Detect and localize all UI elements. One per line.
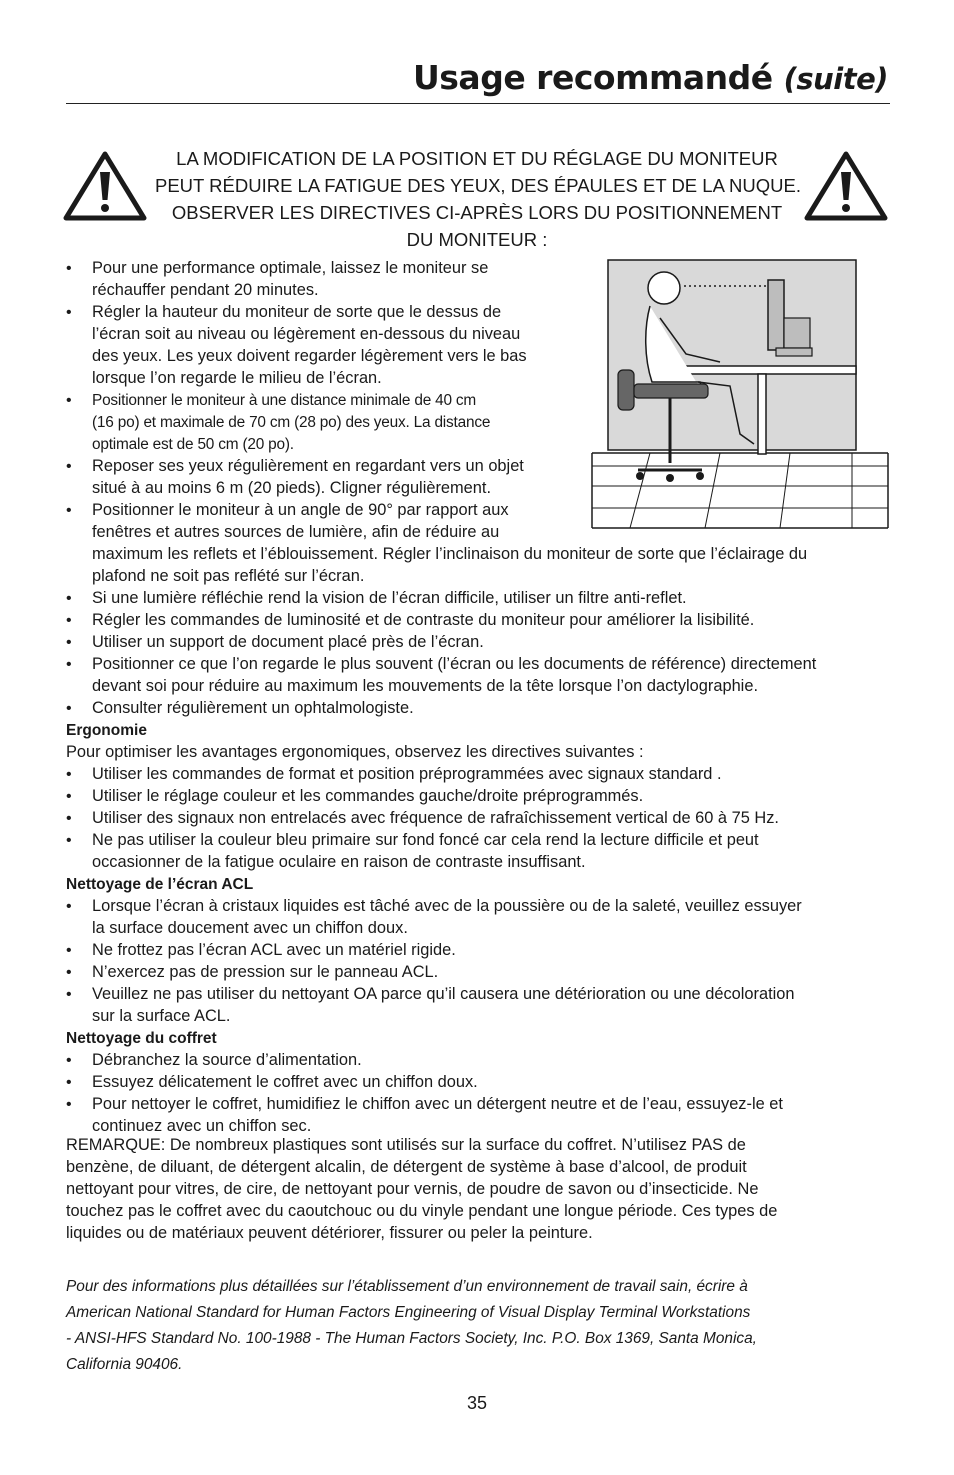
list-item-line: Consulter régulièrement un ophtalmologiste. (92, 699, 414, 717)
page-number: 35 (466, 1393, 488, 1413)
list-item-line: optimale est de 50 cm (20 po). (92, 436, 294, 453)
bullet: • (66, 1096, 72, 1113)
list-item-line: Pour nettoyer le coffret, humidifiez le chiffon avec un détergent neutre et de l’eau, essuyez-le et (92, 1095, 783, 1113)
section-heading-nettoyage-coffret: Nettoyage du coffret (66, 1030, 217, 1047)
list-item-line: Ne frottez pas l’écran ACL avec un matériel rigide. (92, 941, 456, 959)
bullet: • (66, 392, 72, 409)
list-item-line: devant soi pour réduire au maximum les mouvements de la tête lorsque l’on dactylographie. (92, 677, 758, 695)
list-item-line: situé à au moins 6 m (20 pieds). Cligner régulièrement. (92, 479, 492, 497)
list-item-line: Lorsque l’écran à cristaux liquides est tâché avec de la poussière ou de la saleté, veuillez essuyer (92, 897, 802, 915)
bullet: • (66, 942, 72, 959)
bullet: • (66, 590, 72, 607)
footer-line: Pour des informations plus détaillées sur l’établissement d’un environnement de travail sain, écrire à (66, 1278, 748, 1295)
bullet: • (66, 832, 72, 849)
warning-line: PEUT RÉDUIRE LA FATIGUE DES YEUX, DES ÉPAULES ET DE LA NUQUE. (155, 175, 801, 196)
section-intro: Pour optimiser les avantages ergonomiques, observez les directives suivantes : (66, 743, 644, 761)
ergonomic-posture-figure (590, 258, 890, 530)
remarque-paragraph (66, 1134, 896, 1244)
bullet: • (66, 502, 72, 519)
list-item-line: N’exercez pas de pression sur le panneau ACL. (92, 963, 439, 981)
list-item-line: Positionner ce que l’on regarde le plus souvent (l’écran ou les documents de référence) directement (92, 655, 817, 673)
list-item-line: plafond ne soit pas reflété sur l’écran. (92, 567, 365, 585)
warning-line: LA MODIFICATION DE LA POSITION ET DU RÉGLAGE DU MONITEUR (176, 148, 778, 169)
bullet: • (66, 1052, 72, 1069)
list-item-line: Positionner le moniteur à un angle de 90° par rapport aux (92, 501, 509, 519)
list-item-line: fenêtres et autres sources de lumière, afin de réduire au (92, 523, 500, 541)
footer-line: - ANSI-HFS Standard No. 100-1988 - The Human Factors Society, Inc. P.O. Box 1369, Santa Monica, (66, 1330, 757, 1347)
section-heading-nettoyage-ecran: Nettoyage de l’écran ACL (66, 876, 254, 893)
list-item-line: Si une lumière réfléchie rend la vision de l’écran difficile, utiliser un filtre anti-reflet. (92, 589, 687, 607)
page-title (413, 58, 888, 97)
list-item-line: Utiliser un support de document placé près de l’écran. (92, 633, 484, 651)
title-rule (66, 103, 890, 104)
bullet: • (66, 304, 72, 321)
list-item-line: continuez avec un chiffon sec. (92, 1117, 312, 1135)
bullet: • (66, 810, 72, 827)
footer-line: American National Standard for Human Factors Engineering of Visual Display Terminal Workstations (66, 1304, 751, 1321)
bullet: • (66, 656, 72, 673)
paragraph-line: liquides ou de matériaux peuvent détériorer, fissurer ou peler la peinture. (66, 1224, 593, 1242)
bullet: • (66, 898, 72, 915)
list-item-line: Utiliser des signaux non entrelacés avec fréquence de rafraîchissement vertical de 60 à 75 Hz. (92, 809, 779, 827)
section-heading-ergonomie: Ergonomie (66, 722, 147, 739)
list-item-line: lorsque l’on regarde le milieu de l’écran. (92, 369, 382, 387)
bullet: • (66, 788, 72, 805)
list-item-line: réchauffer pendant 20 minutes. (92, 281, 319, 299)
list-item-line: la surface doucement avec un chiffon doux. (92, 919, 408, 937)
page-title-main: Usage recommandé (412, 58, 773, 97)
bullet: • (66, 458, 72, 475)
bullet: • (66, 260, 72, 277)
list-item-line: Utiliser le réglage couleur et les commandes gauche/droite préprogrammés. (92, 787, 644, 805)
list-item-line: des yeux. Les yeux doivent regarder légèrement vers le bas (92, 347, 527, 365)
list-item-line: Veuillez ne pas utiliser du nettoyant OA parce qu’il causera une détérioration ou une décoloration (92, 985, 795, 1003)
list-item-line: occasionner de la fatigue oculaire en raison de contraste insuffisant. (92, 853, 586, 871)
list-item-line: Utiliser les commandes de format et position préprogrammées avec signaux standard . (92, 765, 722, 783)
list-item-line: l’écran soit au niveau ou légèrement en-dessous du niveau (92, 325, 521, 343)
list-item-line: Essuyez délicatement le coffret avec un chiffon doux. (92, 1073, 478, 1091)
bullet: • (66, 964, 72, 981)
bullet: • (66, 634, 72, 651)
page-title-suite: (suite) (783, 62, 888, 96)
paragraph-line: benzène, de diluant, de détergent alcalin, de détergent de système à base d’alcool, de produit (66, 1158, 747, 1176)
bullet: • (66, 1074, 72, 1091)
warning-triangle-icon (803, 150, 889, 222)
warning-message (155, 145, 799, 253)
list-item-line: Régler les commandes de luminosité et de contraste du moniteur pour améliorer la lisibilité. (92, 611, 755, 629)
list-item-line: sur la surface ACL. (92, 1007, 231, 1025)
bullet: • (66, 612, 72, 629)
warning-line: OBSERVER LES DIRECTIVES CI-APRÈS LORS DU POSITIONNEMENT (171, 202, 783, 223)
paragraph-line: REMARQUE: De nombreux plastiques sont utilisés sur la surface du coffret. N’utilisez PAS de (66, 1136, 746, 1154)
list-item-line: maximum les reflets et l’éblouissement. Régler l’inclinaison du moniteur de sorte que l’éclairage du (92, 545, 808, 563)
warning-triangle-icon (62, 150, 148, 222)
list-item-line: Ne pas utiliser la couleur bleu primaire sur fond foncé car cela rend la lecture difficile et peut (92, 831, 759, 849)
list-item-line: Positionner le moniteur à une distance minimale de 40 cm (92, 392, 477, 409)
bullet: • (66, 766, 72, 783)
list-item-line: Pour une performance optimale, laissez le moniteur se (92, 259, 489, 277)
list-item-line: Régler la hauteur du moniteur de sorte que le dessus de (92, 303, 502, 321)
paragraph-line: nettoyant pour vitres, de cire, de nettoyant pour vernis, de poudre de savon ou d’insecticide. Ne (66, 1180, 759, 1198)
list-item-line: (16 po) et maximale de 70 cm (28 po) des yeux. La distance (92, 414, 491, 431)
list-item-line: Débranchez la source d’alimentation. (92, 1051, 362, 1069)
paragraph-line: touchez pas le coffret avec du caoutchouc ou du vinyle pendant une longue période. Ces types de (66, 1202, 778, 1220)
bullet: • (66, 700, 72, 717)
footer-reference-note (66, 1274, 896, 1378)
warning-line: DU MONITEUR : (406, 229, 548, 250)
footer-line: California 90406. (66, 1356, 183, 1373)
list-item-line: Reposer ses yeux régulièrement en regardant vers un objet (92, 457, 524, 475)
bullet: • (66, 986, 72, 1003)
